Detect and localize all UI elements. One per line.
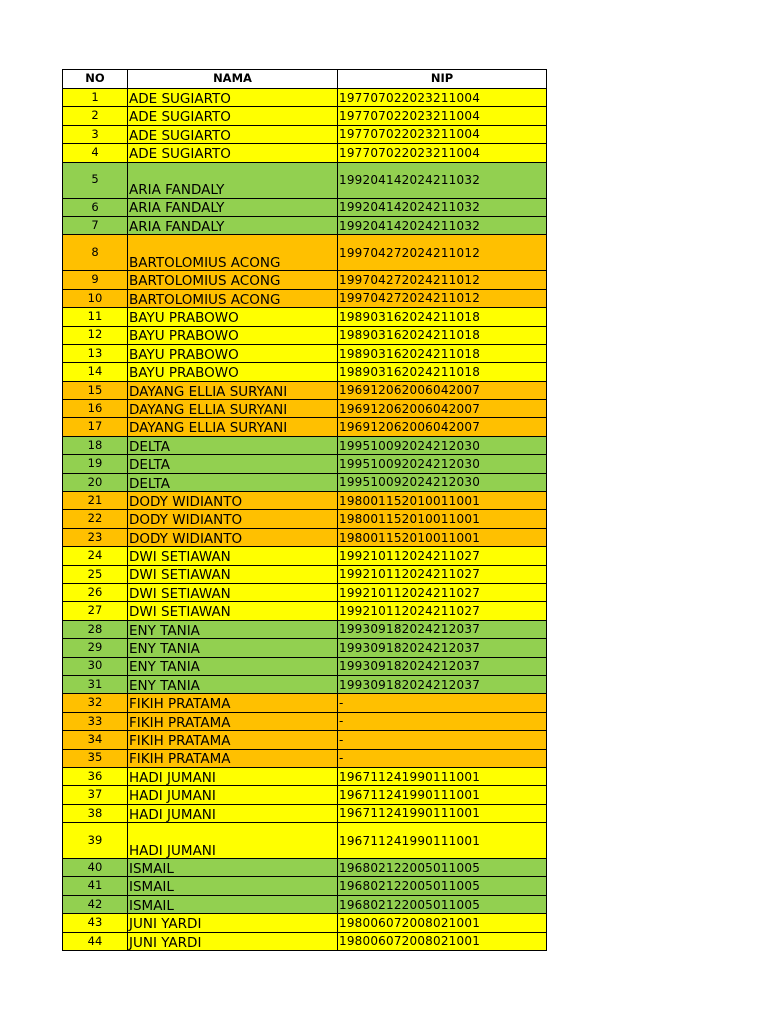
table-row bbox=[63, 344, 547, 362]
table-row bbox=[63, 125, 547, 143]
cell-nama[interactable]: ARIA FANDALY bbox=[128, 198, 338, 216]
cell-no[interactable]: 36 bbox=[63, 767, 128, 785]
cell-nama[interactable]: FIKIH PRATAMA bbox=[128, 712, 338, 730]
table-row bbox=[63, 895, 547, 913]
table-row bbox=[63, 289, 547, 307]
table-row bbox=[63, 308, 547, 326]
cell-no[interactable]: 13 bbox=[63, 344, 128, 362]
cell-no[interactable]: 1 bbox=[63, 89, 128, 107]
cell-no[interactable]: 31 bbox=[63, 675, 128, 693]
cell-nip[interactable]: 199210112024211027 bbox=[338, 583, 547, 601]
cell-nip[interactable]: 199704272024211012 bbox=[338, 289, 547, 307]
cell-no[interactable]: 17 bbox=[63, 418, 128, 436]
table-row bbox=[63, 583, 547, 601]
table-row bbox=[63, 639, 547, 657]
table-row bbox=[63, 547, 547, 565]
cell-nama[interactable]: ENY TANIA bbox=[128, 620, 338, 638]
cell-no[interactable]: 25 bbox=[63, 565, 128, 583]
cell-nip[interactable]: 196711241990111001 bbox=[338, 804, 547, 822]
cell-nip[interactable]: 198903162024211018 bbox=[338, 363, 547, 381]
cell-nip[interactable]: 196912062006042007 bbox=[338, 381, 547, 399]
cell-nip[interactable]: 199309182024212037 bbox=[338, 639, 547, 657]
cell-nama[interactable]: HADI JUMANI bbox=[128, 823, 338, 859]
cell-nip[interactable]: 199510092024212030 bbox=[338, 436, 547, 454]
cell-nip[interactable]: - bbox=[338, 694, 547, 712]
cell-no[interactable]: 26 bbox=[63, 583, 128, 601]
cell-nama[interactable]: ADE SUGIARTO bbox=[128, 125, 338, 143]
cell-nip[interactable]: 199204142024211032 bbox=[338, 198, 547, 216]
cell-nama[interactable]: BAYU PRABOWO bbox=[128, 363, 338, 381]
cell-nip[interactable]: 196711241990111001 bbox=[338, 767, 547, 785]
cell-nip[interactable]: 197707022023211004 bbox=[338, 89, 547, 107]
cell-nip[interactable]: 198006072008021001 bbox=[338, 932, 547, 950]
cell-no[interactable]: 6 bbox=[63, 198, 128, 216]
table-row bbox=[63, 657, 547, 675]
cell-nama[interactable]: ADE SUGIARTO bbox=[128, 144, 338, 162]
table-row bbox=[63, 675, 547, 693]
table-row bbox=[63, 363, 547, 381]
cell-nip[interactable]: - bbox=[338, 749, 547, 767]
cell-no[interactable]: 15 bbox=[63, 381, 128, 399]
cell-nama[interactable]: HADI JUMANI bbox=[128, 767, 338, 785]
table-row bbox=[63, 914, 547, 932]
cell-no[interactable]: 5 bbox=[63, 162, 128, 198]
cell-no[interactable]: 7 bbox=[63, 216, 128, 234]
table-row bbox=[63, 144, 547, 162]
cell-nama[interactable]: BARTOLOMIUS ACONG bbox=[128, 235, 338, 271]
table-body bbox=[63, 89, 547, 951]
cell-nip[interactable]: 198001152010011001 bbox=[338, 510, 547, 528]
cell-nip[interactable]: 199210112024211027 bbox=[338, 602, 547, 620]
table-row bbox=[63, 271, 547, 289]
cell-nama[interactable]: DAYANG ELLIA SURYANI bbox=[128, 400, 338, 418]
cell-nip[interactable]: - bbox=[338, 731, 547, 749]
cell-nip[interactable]: 199204142024211032 bbox=[338, 216, 547, 234]
cell-nip[interactable]: 198903162024211018 bbox=[338, 326, 547, 344]
cell-no[interactable]: 2 bbox=[63, 107, 128, 125]
cell-nip[interactable]: 198001152010011001 bbox=[338, 492, 547, 510]
table-row bbox=[63, 418, 547, 436]
cell-nama[interactable]: DAYANG ELLIA SURYANI bbox=[128, 381, 338, 399]
table-row bbox=[63, 510, 547, 528]
cell-nama[interactable]: JUNI YARDI bbox=[128, 932, 338, 950]
cell-nama[interactable]: ENY TANIA bbox=[128, 639, 338, 657]
cell-nama[interactable]: ADE SUGIARTO bbox=[128, 89, 338, 107]
cell-nip[interactable]: 196711241990111001 bbox=[338, 786, 547, 804]
cell-nama[interactable]: ARIA FANDALY bbox=[128, 216, 338, 234]
header-row bbox=[63, 70, 547, 89]
cell-nip[interactable]: 196711241990111001 bbox=[338, 823, 547, 859]
cell-nama[interactable]: ISMAIL bbox=[128, 895, 338, 913]
cell-nama[interactable]: BARTOLOMIUS ACONG bbox=[128, 289, 338, 307]
cell-nip[interactable]: 196912062006042007 bbox=[338, 400, 547, 418]
cell-nama[interactable]: FIKIH PRATAMA bbox=[128, 731, 338, 749]
cell-nama[interactable]: DODY WIDIANTO bbox=[128, 492, 338, 510]
cell-nama[interactable]: DELTA bbox=[128, 473, 338, 491]
cell-no[interactable]: 10 bbox=[63, 289, 128, 307]
cell-no[interactable]: 16 bbox=[63, 400, 128, 418]
cell-nip[interactable]: 196912062006042007 bbox=[338, 418, 547, 436]
table-row bbox=[63, 473, 547, 491]
cell-nip[interactable]: 199704272024211012 bbox=[338, 235, 547, 271]
cell-no[interactable]: 12 bbox=[63, 326, 128, 344]
cell-nama[interactable]: FIKIH PRATAMA bbox=[128, 694, 338, 712]
cell-no[interactable]: 11 bbox=[63, 308, 128, 326]
cell-no[interactable]: 14 bbox=[63, 363, 128, 381]
cell-no[interactable]: 22 bbox=[63, 510, 128, 528]
table-row bbox=[63, 823, 547, 859]
cell-no[interactable]: 38 bbox=[63, 804, 128, 822]
table-row bbox=[63, 786, 547, 804]
cell-nama[interactable]: ADE SUGIARTO bbox=[128, 107, 338, 125]
cell-nip[interactable]: 198903162024211018 bbox=[338, 344, 547, 362]
table-row bbox=[63, 767, 547, 785]
cell-no[interactable]: 8 bbox=[63, 235, 128, 271]
cell-no[interactable]: 34 bbox=[63, 731, 128, 749]
cell-no[interactable]: 41 bbox=[63, 877, 128, 895]
cell-nip[interactable]: 197707022023211004 bbox=[338, 125, 547, 143]
cell-no[interactable]: 35 bbox=[63, 749, 128, 767]
cell-no[interactable]: 39 bbox=[63, 823, 128, 859]
table-row bbox=[63, 326, 547, 344]
cell-nama[interactable]: DWI SETIAWAN bbox=[128, 565, 338, 583]
cell-nip[interactable]: 199204142024211032 bbox=[338, 162, 547, 198]
cell-no[interactable]: 23 bbox=[63, 528, 128, 546]
cell-nip[interactable]: 199309182024212037 bbox=[338, 675, 547, 693]
cell-nama[interactable]: BAYU PRABOWO bbox=[128, 326, 338, 344]
cell-nama[interactable]: BAYU PRABOWO bbox=[128, 308, 338, 326]
cell-nip[interactable]: 197707022023211004 bbox=[338, 144, 547, 162]
cell-nip[interactable]: 198001152010011001 bbox=[338, 528, 547, 546]
employee-table bbox=[62, 69, 547, 951]
cell-no[interactable]: 40 bbox=[63, 859, 128, 877]
cell-no[interactable]: 43 bbox=[63, 914, 128, 932]
table-row bbox=[63, 528, 547, 546]
table-row bbox=[63, 216, 547, 234]
cell-nama[interactable]: ENY TANIA bbox=[128, 675, 338, 693]
cell-nip[interactable]: 199309182024212037 bbox=[338, 620, 547, 638]
table-row bbox=[63, 198, 547, 216]
cell-nip[interactable]: 199309182024212037 bbox=[338, 657, 547, 675]
table-row bbox=[63, 804, 547, 822]
table-row bbox=[63, 455, 547, 473]
cell-no[interactable]: 27 bbox=[63, 602, 128, 620]
cell-no[interactable]: 21 bbox=[63, 492, 128, 510]
cell-nama[interactable]: FIKIH PRATAMA bbox=[128, 749, 338, 767]
cell-nama[interactable]: ARIA FANDALY bbox=[128, 162, 338, 198]
cell-no[interactable]: 18 bbox=[63, 436, 128, 454]
cell-nama[interactable]: DWI SETIAWAN bbox=[128, 547, 338, 565]
table-row bbox=[63, 235, 547, 271]
cell-no[interactable]: 24 bbox=[63, 547, 128, 565]
cell-nip[interactable]: 197707022023211004 bbox=[338, 107, 547, 125]
cell-no[interactable]: 28 bbox=[63, 620, 128, 638]
table-row bbox=[63, 107, 547, 125]
table-row bbox=[63, 492, 547, 510]
cell-nama[interactable]: ENY TANIA bbox=[128, 657, 338, 675]
cell-nama[interactable]: DODY WIDIANTO bbox=[128, 510, 338, 528]
cell-nip[interactable]: 199210112024211027 bbox=[338, 565, 547, 583]
cell-nip[interactable]: 196802122005011005 bbox=[338, 877, 547, 895]
cell-nama[interactable]: DWI SETIAWAN bbox=[128, 602, 338, 620]
cell-nip[interactable]: 196802122005011005 bbox=[338, 859, 547, 877]
table-row bbox=[63, 620, 547, 638]
table-row bbox=[63, 565, 547, 583]
cell-nama[interactable]: DAYANG ELLIA SURYANI bbox=[128, 418, 338, 436]
cell-nip[interactable]: - bbox=[338, 712, 547, 730]
cell-no[interactable]: 32 bbox=[63, 694, 128, 712]
cell-no[interactable]: 29 bbox=[63, 639, 128, 657]
cell-nama[interactable]: ISMAIL bbox=[128, 859, 338, 877]
cell-nip[interactable]: 199510092024212030 bbox=[338, 473, 547, 491]
table-row bbox=[63, 436, 547, 454]
table-row bbox=[63, 731, 547, 749]
cell-nama[interactable]: HADI JUMANI bbox=[128, 804, 338, 822]
cell-no[interactable]: 42 bbox=[63, 895, 128, 913]
cell-nama[interactable]: DODY WIDIANTO bbox=[128, 528, 338, 546]
table-row bbox=[63, 602, 547, 620]
table-row bbox=[63, 749, 547, 767]
cell-no[interactable]: 30 bbox=[63, 657, 128, 675]
cell-nama[interactable]: DELTA bbox=[128, 455, 338, 473]
cell-nip[interactable]: 198903162024211018 bbox=[338, 308, 547, 326]
table-row bbox=[63, 712, 547, 730]
cell-nama[interactable]: DWI SETIAWAN bbox=[128, 583, 338, 601]
table-row bbox=[63, 859, 547, 877]
cell-nama[interactable]: ISMAIL bbox=[128, 877, 338, 895]
cell-nama[interactable]: DELTA bbox=[128, 436, 338, 454]
cell-nama[interactable]: JUNI YARDI bbox=[128, 914, 338, 932]
header-nama[interactable]: NAMA bbox=[128, 70, 338, 89]
cell-no[interactable]: 44 bbox=[63, 932, 128, 950]
cell-nip[interactable]: 198006072008021001 bbox=[338, 914, 547, 932]
cell-no[interactable]: 20 bbox=[63, 473, 128, 491]
table-row bbox=[63, 381, 547, 399]
table-row bbox=[63, 694, 547, 712]
cell-nip[interactable]: 196802122005011005 bbox=[338, 895, 547, 913]
cell-no[interactable]: 9 bbox=[63, 271, 128, 289]
table-row bbox=[63, 89, 547, 107]
cell-nip[interactable]: 199210112024211027 bbox=[338, 547, 547, 565]
cell-nama[interactable]: BAYU PRABOWO bbox=[128, 344, 338, 362]
table-row bbox=[63, 400, 547, 418]
cell-no[interactable]: 19 bbox=[63, 455, 128, 473]
table-row bbox=[63, 162, 547, 198]
table-row bbox=[63, 932, 547, 950]
cell-no[interactable]: 4 bbox=[63, 144, 128, 162]
cell-no[interactable]: 3 bbox=[63, 125, 128, 143]
cell-nama[interactable]: BARTOLOMIUS ACONG bbox=[128, 271, 338, 289]
cell-nip[interactable]: 199510092024212030 bbox=[338, 455, 547, 473]
cell-nama[interactable]: HADI JUMANI bbox=[128, 786, 338, 804]
header-no[interactable]: NO bbox=[63, 70, 128, 89]
cell-no[interactable]: 33 bbox=[63, 712, 128, 730]
cell-nip[interactable]: 199704272024211012 bbox=[338, 271, 547, 289]
cell-no[interactable]: 37 bbox=[63, 786, 128, 804]
header-nip[interactable]: NIP bbox=[338, 70, 547, 89]
table-row bbox=[63, 877, 547, 895]
